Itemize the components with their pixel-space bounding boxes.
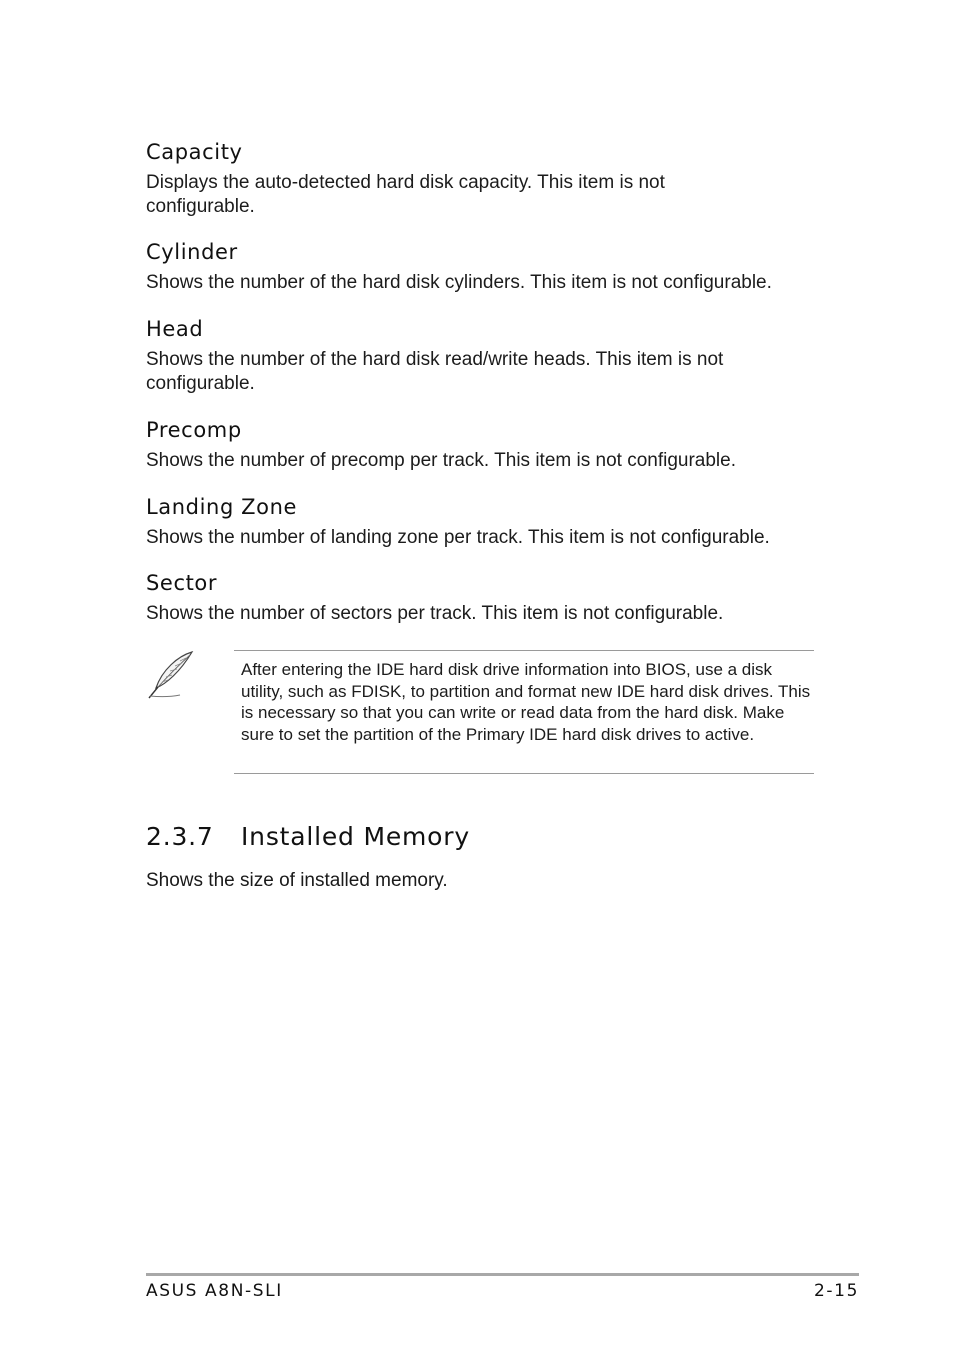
item-description: Displays the auto-detected hard disk capacity. This item is not configurable.: [146, 172, 665, 217]
item-heading: Landing Zone: [146, 495, 298, 519]
item-heading: Precomp: [146, 418, 242, 442]
page-footer: [146, 1281, 859, 1301]
section-number: 2.3.7: [146, 822, 214, 851]
quill-pen-icon: [146, 650, 196, 702]
item-capacity: [146, 140, 706, 219]
section-description: Shows the size of installed memory.: [146, 870, 448, 891]
footer-product-name: ASUS A8N-SLI: [146, 1281, 283, 1301]
item-description: Shows the number of the hard disk read/write heads. This item is not configurable.: [146, 349, 724, 394]
section-installed-memory: [146, 822, 826, 893]
item-heading: Head: [146, 317, 204, 341]
item-head: [146, 317, 766, 396]
item-description: Shows the number of sectors per track. This item is not configurable.: [146, 603, 724, 624]
item-description: Shows the number of precomp per track. This item is not configurable.: [146, 450, 736, 471]
footer-rule: [146, 1273, 859, 1276]
note-box: [234, 650, 814, 774]
note-callout: [146, 650, 814, 776]
section-heading: [146, 822, 826, 851]
item-sector: [146, 571, 826, 626]
item-precomp: [146, 418, 826, 473]
page-number: 2-15: [814, 1281, 859, 1301]
item-landing-zone: [146, 495, 826, 550]
section-title: Installed Memory: [241, 822, 470, 851]
item-description: Shows the number of the hard disk cylinders. This item is not configurable.: [146, 272, 772, 293]
item-heading: Cylinder: [146, 240, 238, 264]
item-heading: Capacity: [146, 140, 243, 164]
item-description: Shows the number of landing zone per track. This item is not configurable.: [146, 527, 770, 548]
item-cylinder: [146, 240, 826, 295]
note-text: After entering the IDE hard disk drive information into BIOS, use a disk utility, such as FDISK, to partition and format new IDE hard disk drives. This is necessary so that you can write or read data from the hard disk. Make sure to set the partition of the Primary IDE hard disk drives to active.: [241, 660, 811, 745]
item-heading: Sector: [146, 571, 218, 595]
